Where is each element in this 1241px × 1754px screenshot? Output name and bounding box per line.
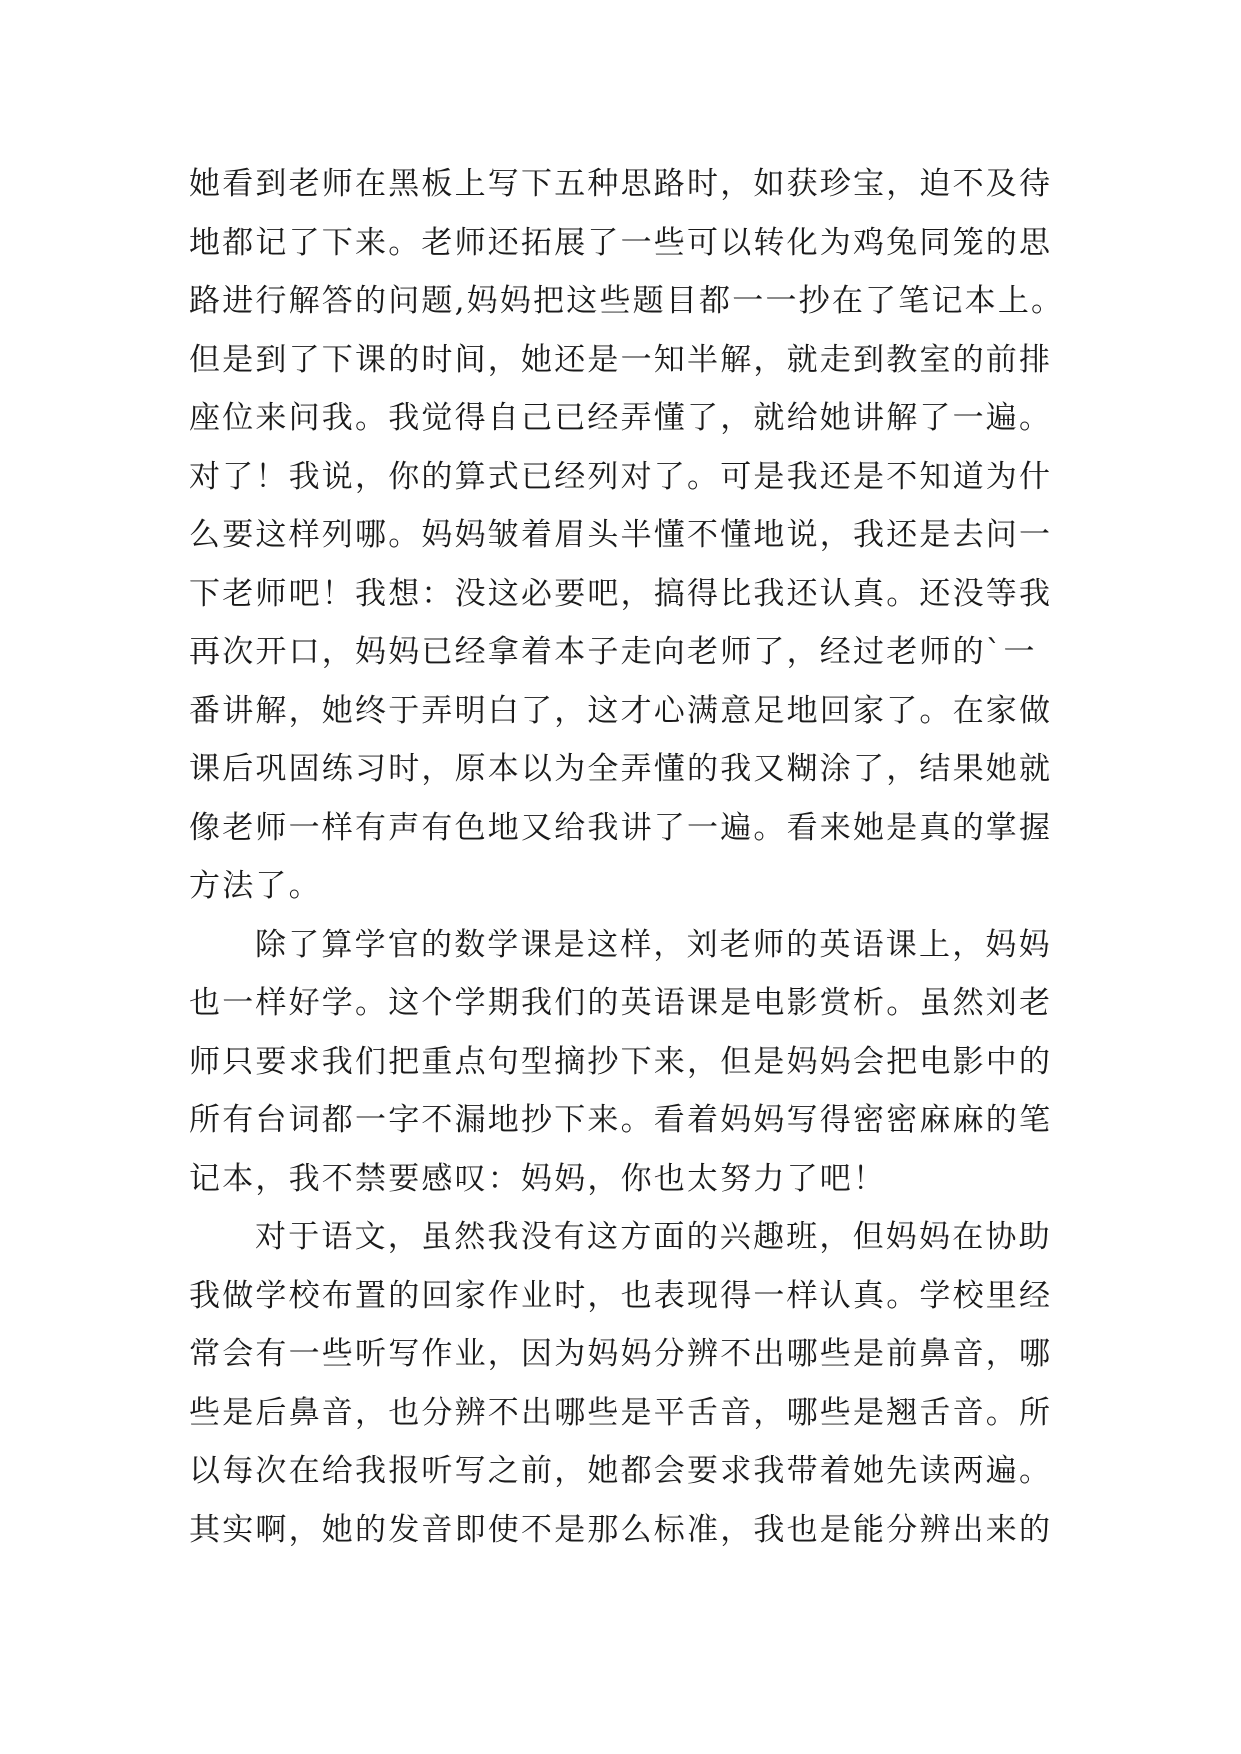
text-line: 些是后鼻音，也分辨不出哪些是平舌音，哪些是翘舌音。所 bbox=[189, 1394, 1053, 1431]
text-line: 所有台词都一字不漏地抄下来。看着妈妈写得密密麻麻的笔 bbox=[189, 1102, 1053, 1138]
text-line: 下老师吧！我想：没这必要吧，搞得比我还认真。还没等我 bbox=[189, 575, 1053, 612]
text-line: 她看到老师在黑板上写下五种思路时，如获珍宝，迫不及待 bbox=[189, 166, 1053, 202]
text-line: 常会有一些听写作业，因为妈妈分辨不出哪些是前鼻音，哪 bbox=[189, 1336, 1053, 1372]
text-line: 以每次在给我报听写之前，她都会要求我带着她先读两遍。 bbox=[189, 1453, 1053, 1489]
text-line: 课后巩固练习时，原本以为全弄懂的我又糊涂了，结果她就 bbox=[189, 751, 1053, 787]
text-line: 也一样好学。这个学期我们的英语课是电影赏析。虽然刘老 bbox=[189, 985, 1053, 1021]
text-line: 除了算学官的数学课是这样，刘老师的英语课上，妈妈 bbox=[255, 926, 1052, 963]
text-line: 其实啊，她的发音即使不是那么标准，我也是能分辨出来的 bbox=[189, 1511, 1053, 1548]
text-line: 番讲解，她终于弄明白了，这才心满意足地回家了。在家做 bbox=[189, 692, 1053, 729]
text-line: 么要这样列哪。妈妈皱着眉头半懂不懂地说，我还是去问一 bbox=[189, 517, 1053, 553]
text-line: 我做学校布置的回家作业时，也表现得一样认真。学校里经 bbox=[189, 1277, 1053, 1314]
text-line: 对了！我说，你的算式已经列对了。可是我还是不知道为什 bbox=[189, 458, 1053, 495]
text-line: 路进行解答的问题,妈妈把这些题目都一一抄在了笔记本上。 bbox=[189, 283, 1065, 319]
text-line: 师只要求我们把重点句型摘抄下来，但是妈妈会把电影中的 bbox=[189, 1043, 1053, 1080]
text-line: 再次开口，妈妈已经拿着本子走向老师了，经过老师的`一 bbox=[189, 634, 1037, 670]
text-line: 像老师一样有声有色地又给我讲了一遍。看来她是真的掌握 bbox=[189, 809, 1053, 846]
text-line: 但是到了下课的时间，她还是一知半解，就走到教室的前排 bbox=[189, 341, 1053, 378]
body-text bbox=[189, 155, 1089, 1559]
text-line: 对于语文，虽然我没有这方面的兴趣班，但妈妈在协助 bbox=[255, 1219, 1052, 1255]
text-line: 地都记了下来。老师还拓展了一些可以转化为鸡兔同笼的思 bbox=[189, 224, 1053, 261]
text-line: 座位来问我。我觉得自己已经弄懂了，就给她讲解了一遍。 bbox=[189, 400, 1053, 436]
text-line: 记本，我不禁要感叹：妈妈，你也太努力了吧！ bbox=[189, 1160, 887, 1197]
text-line: 方法了。 bbox=[189, 868, 322, 904]
